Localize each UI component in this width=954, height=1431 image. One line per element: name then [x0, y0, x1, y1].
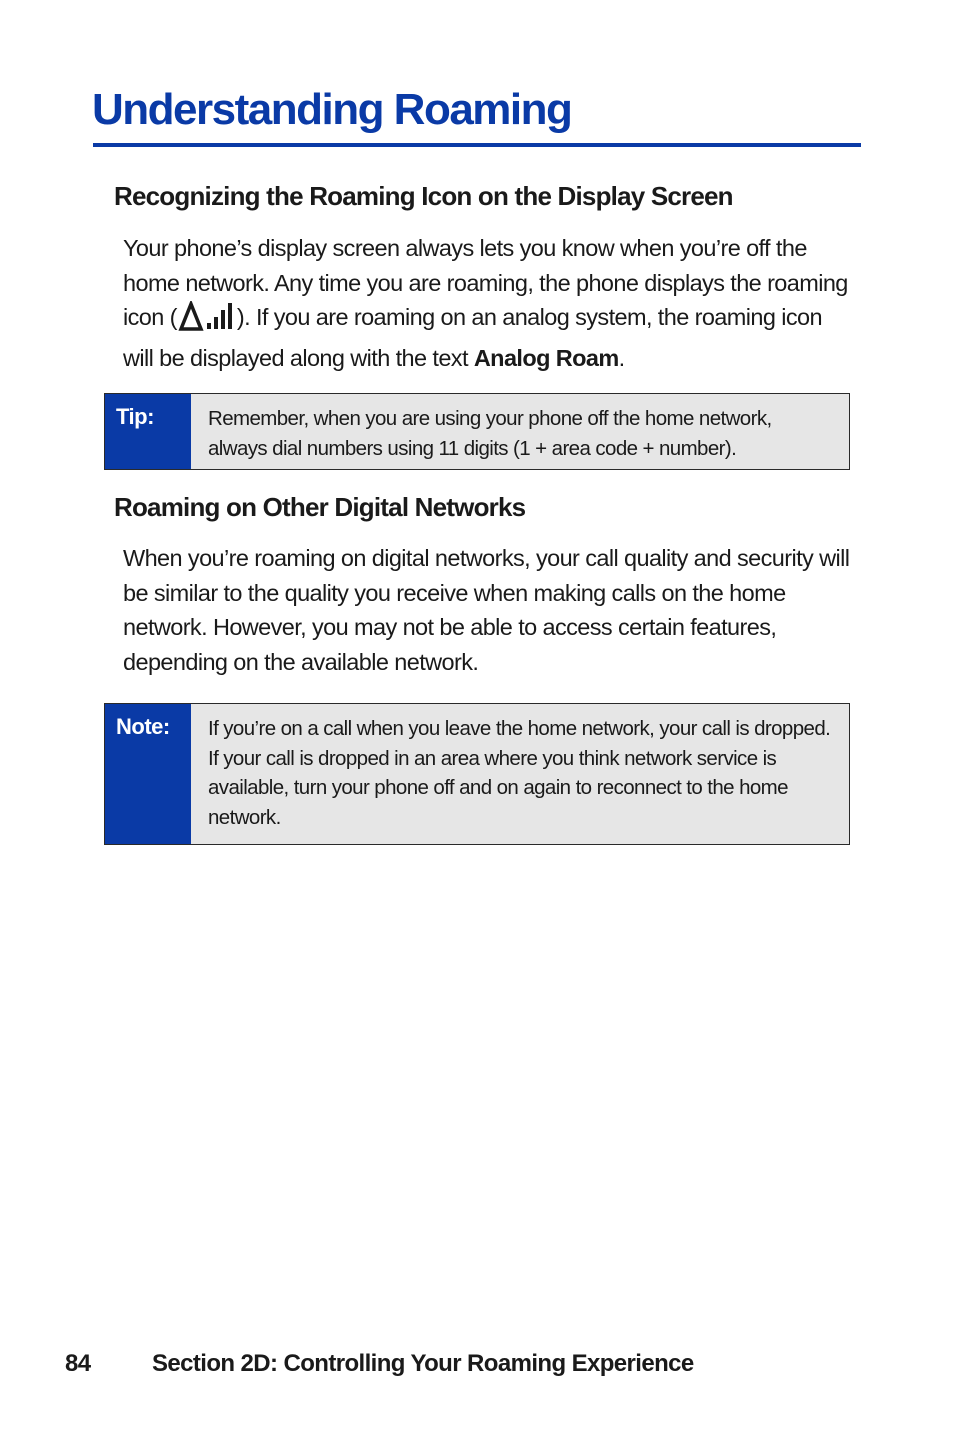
digital-networks-paragraph: When you’re roaming on digital networks, your call quality and security will be similar to the quality you receive when making calls on the home network. However, you may not be able to access certain features, depending on the available network. [123, 545, 850, 676]
section-heading-digital-networks: Roaming on Other Digital Networks [114, 492, 526, 522]
note-label: Note: [116, 714, 170, 739]
footer-section-title: Section 2D: Controlling Your Roaming Experience [152, 1350, 694, 1377]
title-rule [93, 143, 861, 147]
roaming-signal-icon [178, 301, 236, 341]
tip-callout [104, 393, 850, 470]
section-heading-roaming-icon: Recognizing the Roaming Icon on the Display Screen [114, 181, 733, 211]
page-number: 84 [65, 1350, 91, 1377]
page-title: Understanding Roaming [92, 85, 572, 134]
tip-label-column [105, 394, 191, 469]
paragraph-text-after-icon: ). If you are roaming on an analog system, the roaming icon will be displayed along with the text [123, 304, 822, 372]
roaming-icon-paragraph [123, 231, 858, 376]
tip-text: Remember, when you are using your phone off the home network, always dial numbers using 11 digits (1 + area code + number). [208, 407, 772, 460]
tip-label: Tip: [116, 404, 154, 429]
paragraph-text-before-icon: Your phone’s display screen always lets you know when you’re off the home network. Any time you are roaming, the phone displays the roaming icon ( [123, 235, 848, 331]
note-callout [104, 703, 850, 845]
note-label-column [105, 704, 191, 844]
note-text: If you’re on a call when you leave the home network, your call is dropped. If your call is dropped in an area where you think network service is available, turn your phone off and on again to reconnect to the home network. [208, 717, 831, 829]
analog-roam-emphasis: Analog Roam [473, 345, 619, 372]
paragraph-text-end: . [618, 345, 625, 372]
